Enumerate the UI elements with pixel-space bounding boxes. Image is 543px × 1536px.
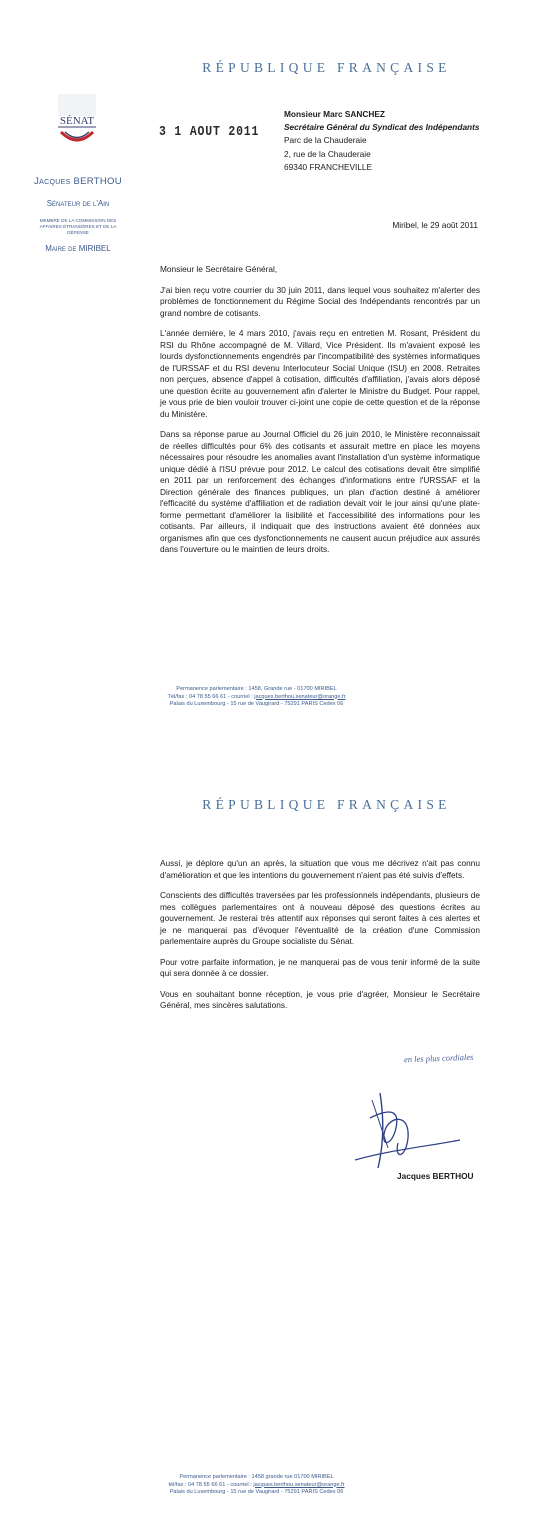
paragraph: Conscients des difficultés traversées par les professionnels indépendants, plusieurs de mes collègues parlementaires ont à nouveau déposé des questions écrites au gouvernement. Je resterai très attentif aux réponses qui seront faites à ces alertes et je ne manquerai pas d'évoquer l'éventualité de la création d'une Commission parlementaire auprès du Groupe socialiste du Sénat. (160, 890, 480, 946)
email-link[interactable]: jacques.berthou.senateur@orange.fr (253, 1481, 345, 1488)
recipient-address (284, 108, 529, 174)
footer-line: Permanence parlementaire : 1458 grande rue 01700 MIRIBEL (179, 1474, 334, 1480)
svg-text:SÉNAT: SÉNAT (59, 115, 95, 127)
handwritten-note: en les plus cordiales (403, 1051, 474, 1065)
footer-line: Permanence parlementaire : 1458, Grande rue - 01700 MIRIBEL (176, 686, 337, 692)
paragraph: L'année dernière, le 4 mars 2010, j'avais reçu en entretien M. Rosant, Président du RSI du Rhône accompagné de M. Villard, Vice Président. Ils m'avaient exposé les lourds dysfonctionnements engendrés par l'incompatibilité des systèmes informatiques de l'URSSAF et du RSI devenu Interlocuteur Social Unique (ISU) en 2008. Retraites non perçues, absence d'appel à cotisation, difficultés d'affiliation, j'avais alors déposé une question écrite au gouvernement afin d'alerter le Ministre du Budget. Pour rappel, je vous prie de bien vouloir trouver ci-joint une copie de cette question et de la réponse du Ministère. (160, 328, 480, 419)
paragraph: Dans sa réponse parue au Journal Officiel du 26 juin 2010, le Ministère reconnaissait de réelles difficultés pour 6% des cotisants et assurait mettre en place les moyens nécessaires pour résoudre les anomalies avant l'installation d'un système informatique unique dédié à l'ISU prévue pour 2012. Le calcul des cotisations devait être simplifié en 2011 par un renforcement des échanges d'informations entre l'URSSAF et la Direction générale des finances publiques, un plan d'action destiné à améliorer l'efficacité du système d'affiliation et de radiation devait voir le jour ainsi qu'une plate-forme permettant d'améliorer la lisibilité et l'accessibilité des informations pour les cotisants. Par ailleurs, il indiquait que des instructions avaient été données aux organismes afin que ces dysfonctionnements ne causent aucun préjudice aux assurés dans l'ouverture ou le maintien de leurs droits. (160, 429, 480, 554)
footer-line: Palais du Luxembourg - 15 rue de Vaugirard - 75291 PARIS Cedex 06 (169, 701, 344, 707)
closing-paragraph: Vous en souhaitant bonne réception, je vous prie d'agréer, Monsieur le Secrétaire Général, mes sincères salutations. (160, 988, 480, 1010)
republique-francaise-header: RÉPUBLIQUE FRANÇAISE (202, 797, 451, 812)
recipient-title: Secrétaire Général du Syndicat des Indépendants (284, 122, 480, 133)
letter-body (160, 264, 480, 565)
paragraph: Pour votre parfaite information, je ne manquerai pas de vous tenir informé de la suite qui sera donnée à ce dossier. (160, 956, 480, 978)
senator-sidebar (18, 176, 138, 253)
footer-line: Tél/fax : 04 78 55 66 61 - courriel : jacques.berthou.senateur@orange.fr (167, 693, 346, 700)
footer-line: Palais du Luxembourg - 15 rue de Vaugirard - 75291 PARIS Cedex 06 (169, 1489, 344, 1495)
paragraph: Aussi, je déplore qu'un an après, la situation que vous me décrivez n'ait pas connu d'amélioration et que les intentions du gouvernement n'aient pas été suivis d'effets. (160, 858, 480, 880)
page-footer (0, 686, 543, 709)
senator-commission: MEMBRE DE LA COMMISSION DES AFFAIRES ÉTRANGÈRES ET DE LA DÉFENSE (39, 218, 117, 235)
letter-page-1 (0, 0, 543, 748)
page-footer (0, 1474, 543, 1497)
recipient-address-line: 69340 FRANCHEVILLE (284, 161, 373, 172)
salutation: Monsieur le Secrétaire Général, (160, 264, 278, 274)
senat-logo (52, 94, 102, 154)
letter-body-continued (160, 858, 480, 1021)
email-link[interactable]: jacques.berthou.senateur@orange.fr (254, 693, 346, 700)
received-date-stamp: 3 1 AOUT 2011 (159, 124, 260, 140)
signatory-name: Jacques BERTHOU (397, 1171, 474, 1181)
recipient-address-line: 2, rue de la Chauderaie (284, 148, 371, 159)
paragraph: J'ai bien reçu votre courrier du 30 juin 2011, dans lequel vous souhaitez m'alerter des problèmes de fonctionnement du Régime Social des Indépendants rencontrés par un grand nombre de cotisants. (160, 284, 480, 318)
mayor-title: Maire de MIRIBEL (45, 244, 111, 253)
recipient-address-line: Parc de la Chauderaie (284, 135, 367, 146)
place-and-date: Miribel, le 29 août 2011 (392, 220, 478, 230)
handwritten-signature (350, 1088, 505, 1183)
recipient-name: Monsieur Marc SANCHEZ (284, 109, 385, 119)
republique-francaise-header: RÉPUBLIQUE FRANÇAISE (202, 60, 451, 75)
senator-name: Jacques BERTHOU (34, 176, 122, 187)
footer-line: tél/fax : 04 78 55 66 61 - courriel : jacques.berthou.senateur@orange.fr (168, 1481, 345, 1488)
senator-role: Sénateur de l'Ain (46, 199, 110, 208)
